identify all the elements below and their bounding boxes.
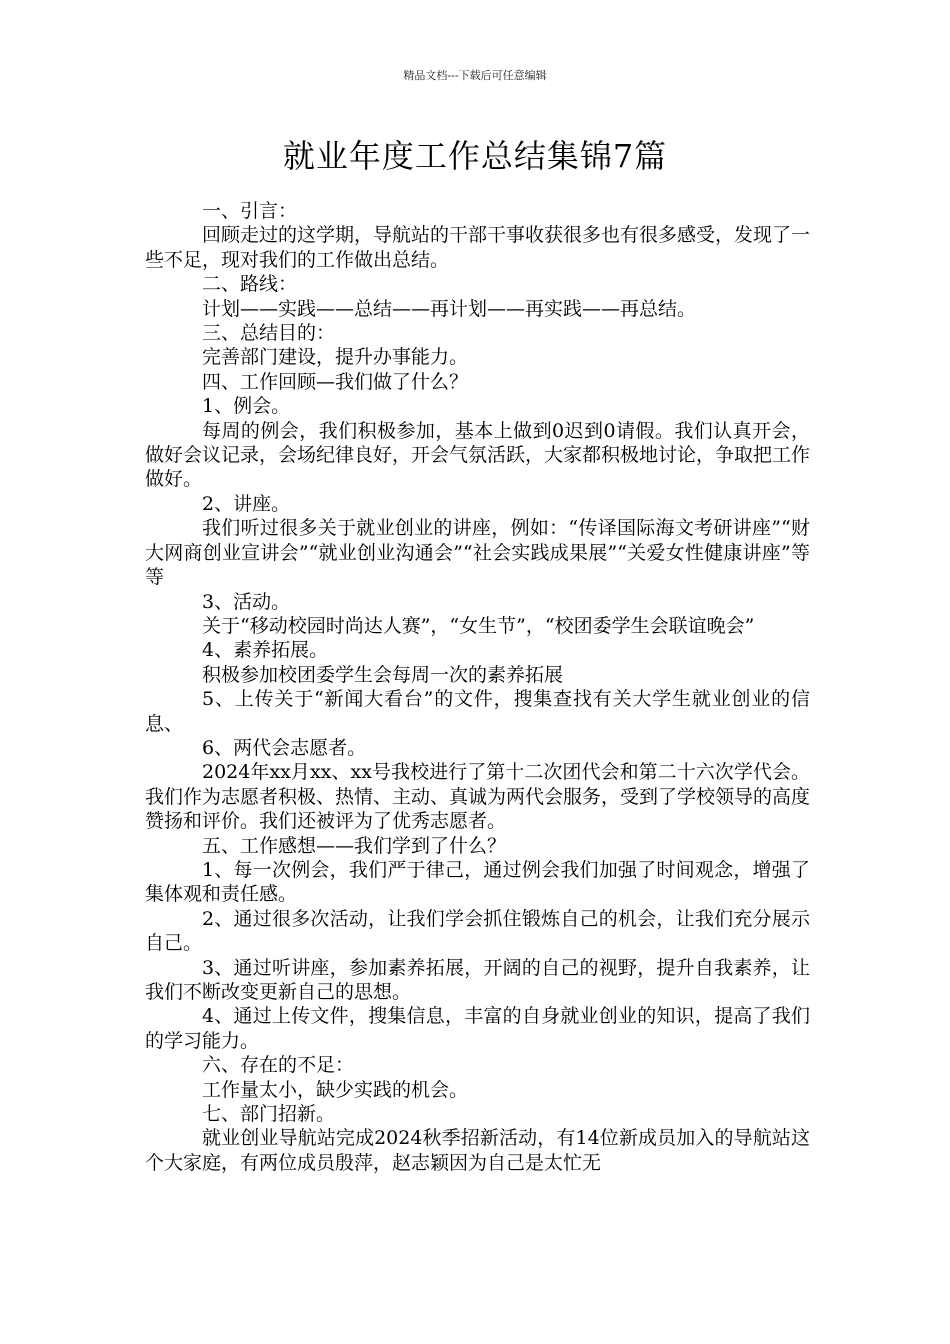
paragraph: 2024年xx月xx、xx号我校进行了第十二次团代会和第二十六次学代会。我们作为志愿者积极、热情、主动、真诚为两代会服务，受到了学校领导的高度赞扬和评价。我们还被评为了优秀志愿者。 bbox=[145, 761, 811, 833]
paragraph: 工作量太小，缺少实践的机会。 bbox=[202, 1078, 469, 1101]
paragraph: 四、工作回顾—我们做了什么？ bbox=[202, 370, 469, 393]
paragraph: 五、工作感想——我们学到了什么？ bbox=[202, 834, 507, 857]
page-header: 精品文档---下载后可任意编辑 bbox=[403, 69, 547, 82]
paragraph: 3、通过听讲座，参加素养拓展，开阔的自己的视野，提升自我素养，让我们不断改变更新自己的思想。 bbox=[145, 956, 810, 1003]
paragraph: 六、存在的不足： bbox=[202, 1054, 355, 1077]
paragraph: 就业创业导航站完成2024秋季招新活动，有14位新成员加入的导航站这个大家庭，有两位成员殷萍，赵志颖因为自己是太忙无 bbox=[145, 1127, 810, 1174]
paragraph: 回顾走过的这学期，导航站的干部干事收获很多也有很多感受，发现了一些不足，现对我们的工作做出总结。 bbox=[145, 224, 811, 271]
document-body bbox=[145, 199, 810, 1175]
paragraph: 1、例会。 bbox=[202, 395, 291, 418]
paragraph: 计划——实践——总结——再计划——再实践——再总结。 bbox=[202, 297, 697, 320]
paragraph: 2、通过很多次活动，让我们学会抓住锻炼自己的机会，让我们充分展示自己。 bbox=[145, 907, 810, 955]
paragraph: 三、总结目的： bbox=[202, 322, 336, 345]
paragraph: 关于“移动校园时尚达人赛”，“女生节”，“校团委学生会联谊晚会” bbox=[202, 614, 755, 637]
paragraph: 每周的例会，我们积极参加，基本上做到0迟到0请假。我们认真开会，做好会议记录，会场纪律良好，开会气氛活跃，大家都积极地讨论，争取把工作做好。 bbox=[145, 419, 811, 491]
paragraph: 1、每一次例会，我们严于律己，通过例会我们加强了时间观念，增强了集体观和责任感。 bbox=[145, 858, 810, 906]
paragraph: 4、通过上传文件，搜集信息，丰富的自身就业创业的知识，提高了我们的学习能力。 bbox=[145, 1005, 810, 1052]
paragraph: 我们听过很多关于就业创业的讲座，例如：“传译国际海文考研讲座”“财大网商创业宣讲会”“就业创业沟通会”“社会实践成果展”“关爱女性健康讲座”等等 bbox=[145, 517, 810, 589]
paragraph: 二、路线： bbox=[202, 273, 298, 296]
paragraph: 5、上传关于“新闻大看台”的文件，搜集查找有关大学生就业创业的信息、 bbox=[145, 688, 810, 735]
paragraph: 4、素养拓展。 bbox=[202, 639, 329, 662]
paragraph: 3、活动。 bbox=[202, 590, 291, 613]
paragraph: 七、部门招新。 bbox=[202, 1103, 336, 1126]
paragraph: 2、讲座。 bbox=[202, 492, 291, 515]
paragraph: 一、引言： bbox=[202, 200, 298, 222]
document-title: 就业年度工作总结集锦7篇 bbox=[282, 137, 668, 175]
paragraph: 6、两代会志愿者。 bbox=[202, 736, 367, 759]
paragraph: 积极参加校团委学生会每周一次的素养拓展 bbox=[202, 663, 564, 686]
paragraph: 完善部门建设，提升办事能力。 bbox=[202, 346, 469, 369]
